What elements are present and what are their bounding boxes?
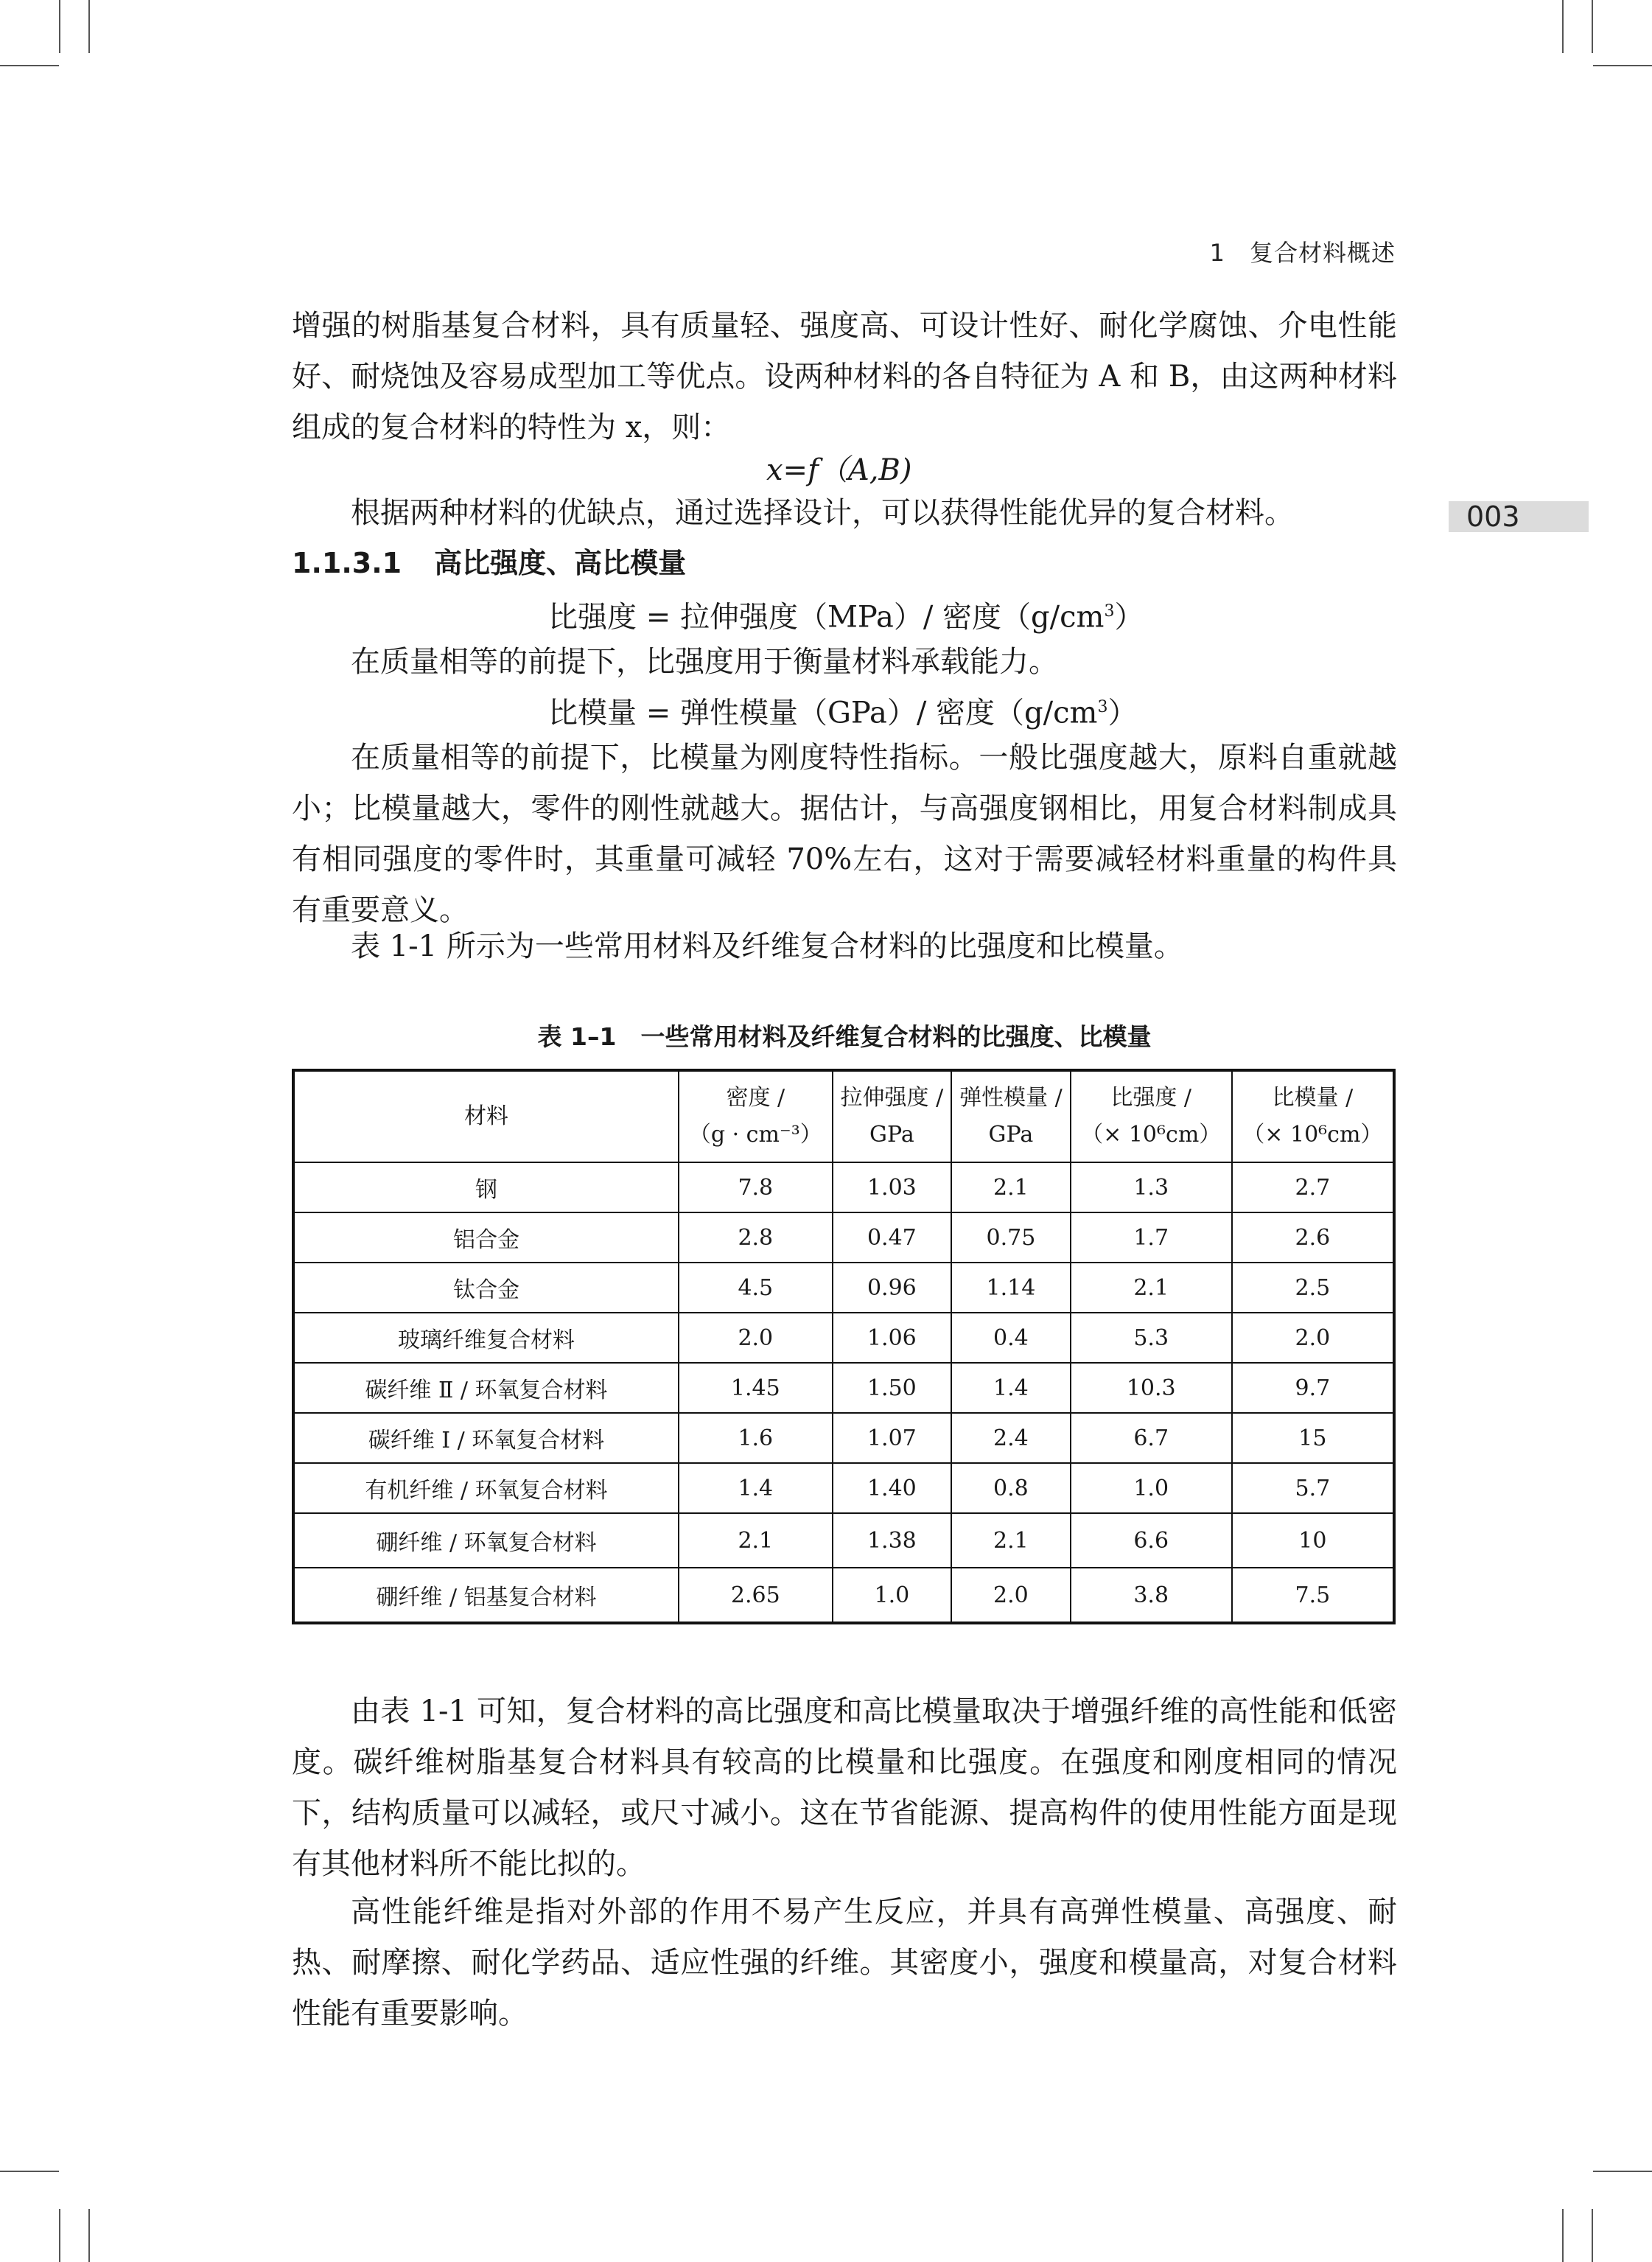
cell-specific-strength: 6.6 xyxy=(1071,1513,1232,1568)
cell-elastic-modulus: 1.14 xyxy=(951,1263,1071,1313)
cell-specific-modulus: 2.7 xyxy=(1232,1162,1394,1212)
formula-text: 比强度 = 拉伸强度（MPa）/ 密度（g/cm xyxy=(548,600,1105,635)
cell-density: 1.6 xyxy=(679,1413,833,1463)
cell-density: 2.65 xyxy=(679,1568,833,1623)
table-row xyxy=(293,1263,1394,1313)
cell-elastic-modulus: 1.4 xyxy=(951,1363,1071,1413)
crop-mark xyxy=(1593,2171,1652,2172)
cell-elastic-modulus: 2.1 xyxy=(951,1513,1071,1568)
cell-density: 2.1 xyxy=(679,1513,833,1568)
cell-material: 硼纤维 / 环氧复合材料 xyxy=(293,1513,679,1568)
cell-material: 玻璃纤维复合材料 xyxy=(293,1313,679,1363)
cell-specific-strength: 1.7 xyxy=(1071,1212,1232,1263)
crop-mark xyxy=(1592,2209,1593,2262)
header-tensile-strength: 拉伸强度 / GPa xyxy=(833,1070,952,1162)
cell-elastic-modulus: 0.75 xyxy=(951,1212,1071,1263)
page-number: 003 xyxy=(1449,501,1589,532)
header-specific-modulus: 比模量 / （× 10⁶cm） xyxy=(1232,1070,1394,1162)
crop-mark xyxy=(59,0,60,53)
table-caption: 表 1–1 一些常用材料及纤维复合材料的比强度、比模量 xyxy=(537,1022,1152,1051)
cell-density: 4.5 xyxy=(679,1263,833,1313)
cell-elastic-modulus: 0.4 xyxy=(951,1313,1071,1363)
paragraph-strength: 在质量相等的前提下，比强度用于衡量材料承载能力。 xyxy=(351,645,1058,679)
data-table xyxy=(292,1069,1396,1624)
cell-elastic-modulus: 2.1 xyxy=(951,1162,1071,1212)
cell-density: 1.4 xyxy=(679,1463,833,1513)
table-row xyxy=(293,1363,1394,1413)
cell-tensile-strength: 1.38 xyxy=(833,1513,952,1568)
cell-density: 2.8 xyxy=(679,1212,833,1263)
cell-elastic-modulus: 2.0 xyxy=(951,1568,1071,1623)
table-row xyxy=(293,1212,1394,1263)
cell-tensile-strength: 0.47 xyxy=(833,1212,952,1263)
formula-close: ） xyxy=(1114,600,1144,635)
cell-specific-modulus: 10 xyxy=(1232,1513,1394,1568)
crop-mark xyxy=(1592,0,1593,53)
header-density: 密度 / （g · cm⁻³） xyxy=(679,1070,833,1162)
crop-mark xyxy=(59,2209,60,2262)
cell-density: 1.45 xyxy=(679,1363,833,1413)
cell-specific-modulus: 2.6 xyxy=(1232,1212,1394,1263)
paragraph-intro: 增强的树脂基复合材料，具有质量轻、强度高、可设计性好、耐化学腐蚀、介电性能好、耐烧蚀及容易成型加工等优点。设两种材料的各自特征为 A 和 B，由这两种材料组成的复合材料的特性为 x，则： xyxy=(292,309,1397,444)
cell-tensile-strength: 1.07 xyxy=(833,1413,952,1463)
cell-material: 钢 xyxy=(293,1162,679,1212)
header-specific-strength: 比强度 / （× 10⁶cm） xyxy=(1071,1070,1232,1162)
cell-material: 硼纤维 / 铝基复合材料 xyxy=(293,1568,679,1623)
cell-specific-strength: 10.3 xyxy=(1071,1363,1232,1413)
crop-mark xyxy=(1562,2209,1564,2262)
formula-composite: x=f（A,B) xyxy=(766,453,912,487)
table-row xyxy=(293,1162,1394,1212)
cell-material: 碳纤维 Ⅰ / 环氧复合材料 xyxy=(293,1413,679,1463)
formula-specific-modulus xyxy=(548,685,1137,735)
formula-close: ） xyxy=(1107,696,1138,730)
cell-material: 碳纤维 Ⅱ / 环氧复合材料 xyxy=(293,1363,679,1413)
crop-mark xyxy=(88,2209,90,2262)
table-row xyxy=(293,1413,1394,1463)
formula-superscript: 3 xyxy=(1104,602,1115,621)
crop-mark xyxy=(0,65,59,66)
cell-material: 有机纤维 / 环氧复合材料 xyxy=(293,1463,679,1513)
header-elastic-modulus: 弹性模量 / GPa xyxy=(951,1070,1071,1162)
paragraph-table-reference: 表 1-1 所示为一些常用材料及纤维复合材料的比强度和比模量。 xyxy=(351,929,1183,963)
table-row xyxy=(293,1463,1394,1513)
cell-tensile-strength: 1.40 xyxy=(833,1463,952,1513)
crop-mark xyxy=(1593,65,1652,66)
section-heading xyxy=(292,541,686,585)
crop-mark xyxy=(88,0,90,53)
cell-elastic-modulus: 2.4 xyxy=(951,1413,1071,1463)
formula-superscript: 3 xyxy=(1097,698,1108,716)
cell-specific-strength: 2.1 xyxy=(1071,1263,1232,1313)
cell-material: 铝合金 xyxy=(293,1212,679,1263)
cell-tensile-strength: 1.03 xyxy=(833,1162,952,1212)
cell-tensile-strength: 1.50 xyxy=(833,1363,952,1413)
cell-tensile-strength: 1.0 xyxy=(833,1568,952,1623)
crop-mark xyxy=(0,2171,59,2172)
cell-specific-strength: 6.7 xyxy=(1071,1413,1232,1463)
cell-specific-modulus: 7.5 xyxy=(1232,1568,1394,1623)
paragraph-modulus: 在质量相等的前提下，比模量为刚度特性指标。一般比强度越大，原料自重就越小；比模量越大，零件的刚性就越大。据估计，与高强度钢相比，用复合材料制成具有相同强度的零件时，其重量可减轻 70%左右，这对于需要减轻材料重量的构件具有重要意义。 xyxy=(292,741,1397,927)
cell-specific-strength: 3.8 xyxy=(1071,1568,1232,1623)
crop-mark xyxy=(1562,0,1564,53)
paragraph-conclusion: 由表 1-1 可知，复合材料的高比强度和高比模量取决于增强纤维的高性能和低密度。碳纤维树脂基复合材料具有较高的比模量和比强度。在强度和刚度相同的情况下，结构质量可以减轻，或尺寸减小。这在节省能源、提高构件的使用性能方面是现有其他材料所不能比拟的。 xyxy=(292,1694,1397,1881)
cell-density: 7.8 xyxy=(679,1162,833,1212)
cell-elastic-modulus: 0.8 xyxy=(951,1463,1071,1513)
cell-material: 钛合金 xyxy=(293,1263,679,1313)
table-row xyxy=(293,1568,1394,1623)
cell-specific-modulus: 5.7 xyxy=(1232,1463,1394,1513)
cell-specific-strength: 1.3 xyxy=(1071,1162,1232,1212)
cell-specific-modulus: 2.5 xyxy=(1232,1263,1394,1313)
cell-tensile-strength: 0.96 xyxy=(833,1263,952,1313)
cell-specific-modulus: 15 xyxy=(1232,1413,1394,1463)
table-row xyxy=(293,1513,1394,1568)
section-title: 高比强度、高比模量 xyxy=(434,547,687,579)
table-header-row xyxy=(293,1070,1394,1162)
cell-density: 2.0 xyxy=(679,1313,833,1363)
cell-specific-modulus: 9.7 xyxy=(1232,1363,1394,1413)
cell-specific-strength: 5.3 xyxy=(1071,1313,1232,1363)
running-head: 1 复合材料概述 xyxy=(1209,239,1396,267)
formula-text: 比模量 = 弹性模量（GPa）/ 密度（g/cm xyxy=(548,696,1098,730)
cell-tensile-strength: 1.06 xyxy=(833,1313,952,1363)
section-number: 1.1.3.1 xyxy=(292,547,402,579)
formula-specific-strength xyxy=(548,590,1144,639)
table-row xyxy=(293,1313,1394,1363)
cell-specific-strength: 1.0 xyxy=(1071,1463,1232,1513)
cell-specific-modulus: 2.0 xyxy=(1232,1313,1394,1363)
paragraph-fiber: 高性能纤维是指对外部的作用不易产生反应，并具有高弹性模量、高强度、耐热、耐摩擦、耐化学药品、适应性强的纤维。其密度小，强度和模量高，对复合材料性能有重要影响。 xyxy=(292,1895,1397,2031)
header-material: 材料 xyxy=(293,1070,679,1162)
paragraph-select: 根据两种材料的优缺点，通过选择设计，可以获得性能优异的复合材料。 xyxy=(351,496,1294,530)
